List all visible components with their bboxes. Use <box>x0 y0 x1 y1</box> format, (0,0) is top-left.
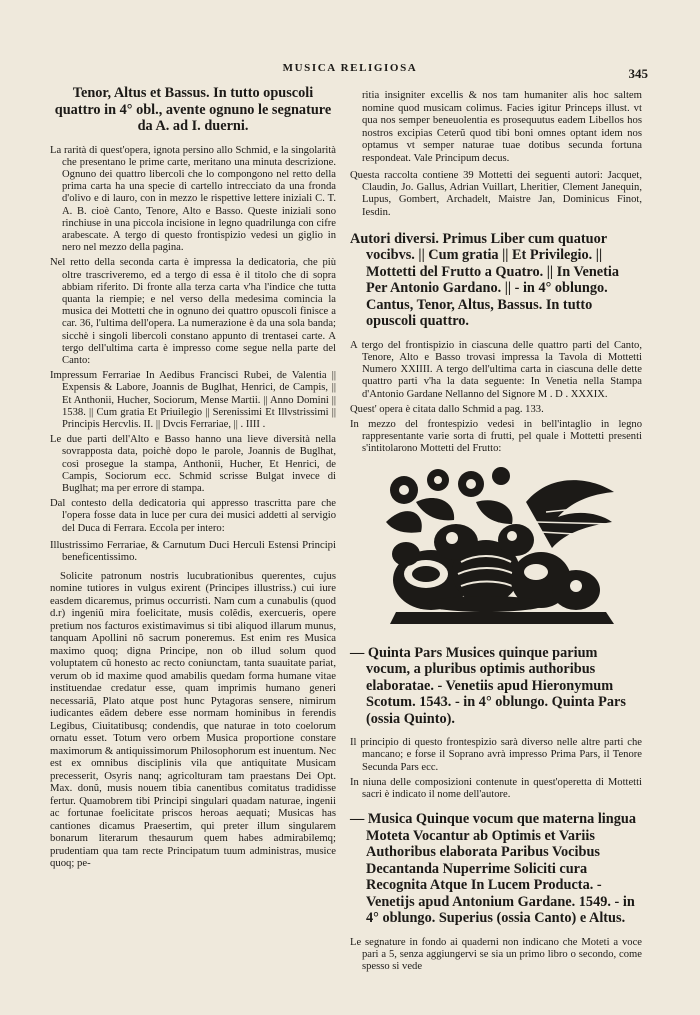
description-paragraph: La rarità di quest'opera, ignota persino allo Schmid, e la singolarità che presentano le prime carte, meritano una minuta descrizione. Ognuno dei quattro libercoli che lo compongono nel retto della prima carta ha una specie di cartello intrecciato da una fronda d'olivo e di lauro, con in mezzo le rispettive lettere iniziali C. T. A. B. cioè Canto, Tenore, Alto e Basso. Queste iniziali sono rinchiuse in una piccola incisione in legno quadrilunga con cifre arabescate. A tergo di questo frontispizio vedesi un giglio in nero nel mezzo della pagina. <box>50 144 336 254</box>
description-paragraph: Le segnature in fondo ai quaderni non indicano che Moteti a voce pari a 5, senza aggiungervi se sia un primo libro o secondo, come spesso si vede <box>350 936 642 973</box>
entry-heading: — Musica Quinque vocum que materna lingua Moteta Vocantur ab Optimis et Variis Authoribus elaborata Paribus Vocibus Decantanda Nuperrime Soliciti cura Recognita Atque In Lucem Producta. - Venetijs apud Antonium Gardane. 1549. - in 4° oblungo. Superius (ossia Canto) e Altus. <box>350 811 636 927</box>
description-paragraph: Le due parti dell'Alto e Basso hanno una lieve diversità nella sovrapposta data, poichè dopo le parole, Joannis de Buglhat, così prosegue la stampa, Anthonii, Hucher, Et Henrici, de Campis, Sociorum ecc. Schmid scrisse Bulgat invece di Buglhat; ma per errore di stampa. <box>50 434 336 494</box>
description-paragraph: A tergo del frontispizio in ciascuna delle quattro parti del Canto, Tenore, Alto e Basso trovasi impressa la Tavola di Mottetti Numero XXIIII. A tergo dell'ultima carta in ciascuna delle dette quattro parti v'ha la data seguente: In Venetia nella Stampa d'Antonio Gardane Nellanno del Signore M . D . XXXIX. <box>350 339 642 400</box>
dedication-text-continued: ritia insigniter excellis & nos tam humaniter alis hoc saltem nomine quod musicam colimus. Facies igitur Princeps illust. vt qua nos semper beneuolentia es prosequutus eadem Libellos hos nostros excipias Ceterũ quod tibi boni omnes optant idem nos optamus vt semper naturae tuae dotibus secunda fortuna respondeat. Vale Principum decus. <box>362 89 642 164</box>
description-paragraph: Il principio di questo frontespizio sarà diverso nelle altre parti che mancano; e forse il Soprano avrà impresso Prima Pars, il Tenore Secunda Pars ecc. <box>350 737 642 773</box>
description-paragraph: In niuna delle composizioni contenute in quest'operetta di Mottetti sacri è indicato il nome dell'autore. <box>350 776 642 800</box>
entry-heading-continued: Tenor, Altus et Bassus. In tutto opuscoli quattro in 4° obl., avente ognuno le segnature da A. ad I. duerni. <box>54 85 332 134</box>
running-title: MUSICA RELIGIOSA <box>282 62 418 74</box>
contents-note: Questa raccolta contiene 39 Mottetti dei seguenti autori: Jacquet, Claudin, Jo. Gallus, Adrian Vuillart, Lheritier, Clement Janequin, Lupus, Gombert, Archadelt, Maistre Jan, Dominicus Finot, Iesdin. <box>350 170 642 218</box>
entry-heading: Autori diversi. Primus Liber cum quatuor vocibvs. || Cum gratia || Et Privilegio. || Mottetti del Frutto a Quatro. || In Venetia Per Antonio Gardano. || - in 4° oblungo. Cantus, Tenor, Altus, Bassus. In tutto opuscoli quattro. <box>350 230 620 330</box>
description-paragraph: In mezzo del frontespizio vedesi in bell'intaglio in legno rappresentante varie sorta di frutti, pel quale i Mottetti presenti s'intitolarono Mottetti del Frutto: <box>350 419 642 455</box>
left-column <box>50 85 336 876</box>
page-number: 345 <box>628 66 648 81</box>
citation-note: Quest' opera è citata dallo Schmid a pag. 133. <box>350 403 544 415</box>
colophon-quote: Impressum Ferrariae In Aedibus Francisci Rubei, de Valentia || Expensis & Labore, Joannis de Buglhat, Henrici, de Campis, || Et Anthonii, Hucher, Sociorum, Mense Martii. || Anno Domini || 1538. || Cum gratia Et Priuilegio || Serenissimi Et Illvstrissimi || Principis Hercvlis. II. || Dvcis Ferrariae, || . IIII . <box>50 370 336 430</box>
description-paragraph: Dal contesto della dedicatoria qui appresso trascritta pare che l'opera fosse data in luce per cura dei musici addetti al servigio del Duca di Ferrara. Eccola per intero: <box>50 498 336 534</box>
description-paragraph: Nel retto della seconda carta è impressa la dedicatoria, che più oltre trascriveremo, ed a tergo di essa è il titolo che di sopra abbiam riferito. Di fronte alla terza carta v'ha l'indice che tutta quanta la riempie; e nel verso della medesima comincia la musica dei Mottetti che in ognuno dei quattro opuscoli finisce a car. 36, l'ultima dell'opera. La numerazione è da una sola banda; sicchè i singoli libercoli constano appunto di trentasei carte. A tergo dell'ultima carta è impresso come segue nella parte del Canto: <box>50 257 336 366</box>
fruit-woodcut-illustration <box>350 462 642 635</box>
entry-heading: — Quinta Pars Musices quinque parium vocum, a pluribus optimis authoribus elaboratae. - Venetiis apud Hieronymum Scotum. 1543. - in 4° oblungo. Quinta Pars (ossia Quinto). <box>350 644 626 727</box>
right-column <box>350 85 642 976</box>
running-head <box>0 62 700 82</box>
dedication-address: Illustrissimo Ferrariae, & Carnutum Duci Herculi Estensi Principi beneficentissimo. <box>50 538 336 564</box>
fruit-woodcut-image <box>376 462 616 630</box>
dedication-text: Solicite patronum nostris lucubrationibus querentes, cujus nomine tutiores in vulgus exirent (Principes illustriss.) cui iure easdem dicaremus, primus occurristi. Nam cum a cunabulis (quod d.r) ingeniũ mira foelicitate, musis colẽdis, exercueris, opere pretium nos facturos existimavimus si tibi aliquod illarum munus, tanquam Apollini nõ sacrum poneremus. Est enim res Musica maximo quoq; digna Principe, non ob illud solum quod voluptatem cũ honesto ac recto coniunctam, tanta suauitate pariat, verum ob id maxime quod amabilis quedam forma humane vitae instituendae credatur esse, quam imprimis humano generi necessariã, Plato atque post hunc Pytagoras sensere, nimirum iudicantes eãdem debere esse normam hominibus in ferendis Legibus, Ciuitatibusq; condendis, que naturae in toto coelorum ornatu esset. Totum vero orbem Musica proportione constare maximorum & antiquissimorum Philosophorum est inuentum. Nec est ex omnibus disciplinis vila que antiquitate Musicam precesserit, Osyris nanq; agricolturam tam praestans Dei Opt. Max. donũ, musis nouem tibia canentibus comitatus tradidisse fertur. Quamobrem tibi Principi singulari quadam naturae, ingenii ac fortunae foelicitate priscos heroas aequati; Musicas has cantiones dicamus Praesertim, qui preter illum singularem bonarum literarum thesaurum quem habes admirabilemq; prudentiam qua tam recte Principatum tuum administras, musice quoq; pe- <box>50 569 336 870</box>
